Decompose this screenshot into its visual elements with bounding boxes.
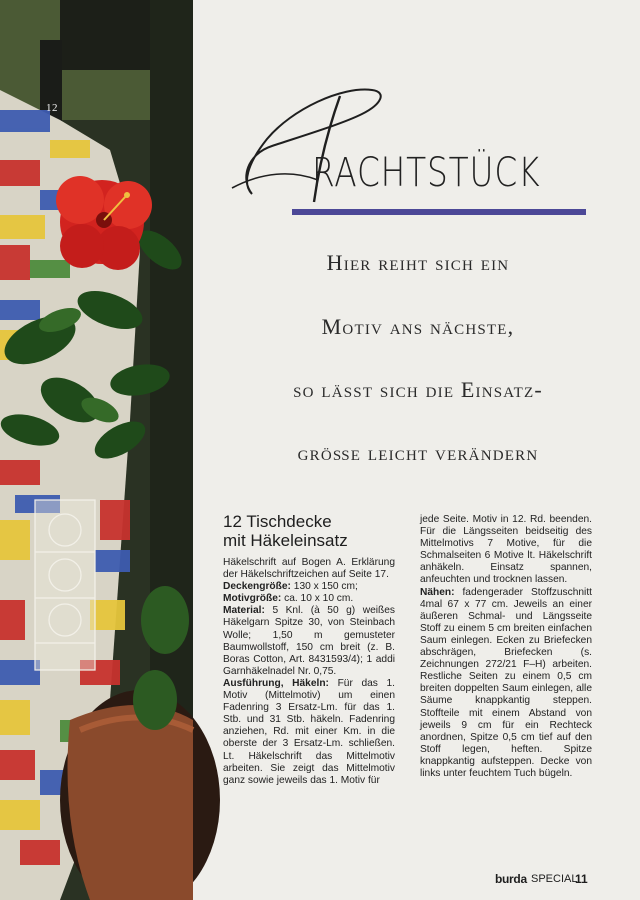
page-number: 12 [46, 102, 58, 114]
continued-text: jede Seite. Motiv in 12. Rd. beenden. Für die Längsseiten beidseitig des Mittelmotivs 7 Motive, für die Schmalseiten 6 Motive lt. Häkelschrift anhäkeln. Einsatz spannen, anfeuchten und trocknen lassen. [420, 514, 592, 586]
material-value: 5 Knl. (à 50 g) weißes Häkelgarn Spitze 30, von Steinbach Wolle; 1,50 m gemusteter Baumwollstoff, 150 cm breit (z. B. Boras Cotton, Art. 8431593/4); 1 addi Garnhäkelnadel Nr. 0,75. [223, 605, 395, 677]
material-label: Material: [223, 605, 265, 617]
title-underline [292, 209, 586, 215]
size-value: 130 x 150 cm; [293, 581, 358, 593]
article-column-left [223, 512, 395, 787]
subheading-line: größe leicht verändern [297, 440, 539, 465]
sewing-value: fadengerader Stoffzuschnitt 4mal 67 x 77 cm. Jeweils an einer äußeren Schmal- und Längsseite Stoff zu einem 5 cm breiten einfachen Saum einlegen. Ecken zu Briefecken abschrägen, Briefecken (s. Zeichnungen 272/21 F–H) arbeiten. Restliche Seiten zu einem 0,5 cm breiten doppelten Saum einlegen, alle Säume knappkantig steppen. Stoffteile mit einem Abstand von jeweils 9 cm für ein Rechteck anordnen, Spitze 0,5 cm tief auf den Stoff legen, heften. Spitze knappkantig aufsteppen. Decke von links unter feuchtem Tuch bügeln. [420, 586, 592, 779]
page-footer [0, 872, 640, 890]
title-text: RACHTSTÜCK [312, 150, 541, 196]
article-heading [223, 512, 395, 550]
page-title [222, 71, 622, 224]
article-body [223, 557, 395, 787]
flower-tablecloth-photo-icon [0, 0, 193, 900]
footer-page-number: 11 [575, 872, 588, 886]
footer-brand: burda [495, 872, 527, 886]
article-body-continued [420, 514, 592, 780]
article-heading-line: mit Häkeleinsatz [223, 531, 348, 550]
motif-value: ca. 10 x 10 cm. [284, 593, 354, 605]
material-paragraph [223, 605, 395, 678]
execution-value: Für das 1. Motiv (Mittelmotiv) um einen Fadenring 3 Ersatz-Lm. für das 1. Stb. und 31 Stb. häkeln. Fadenring anziehen, Rd. mit einer Km. in die oberste der 3 Ersatz-Lm. schließen. Lt. Häkelschrift das Mittelmotiv arbeiten. Sie zeigt das Mittelmotiv ganz sowie jeweils das 1. Motiv für [223, 677, 395, 786]
sewing-label: Nähen: [420, 586, 455, 598]
size-label: Deckengröße: [223, 581, 291, 593]
execution-paragraph [223, 678, 395, 787]
article-heading-line: 12 Tischdecke [223, 512, 332, 531]
article-photo [0, 0, 193, 900]
execution-label: Ausführung, Häkeln: [223, 677, 329, 689]
footer-label: SPECIAL [531, 873, 578, 885]
intro-text: Häkelschrift auf Bogen A. Erklärung der Häkelschriftzeichen auf Seite 17. [223, 557, 395, 581]
subheading-line: Motiv ans nächste, [321, 314, 515, 339]
motif-paragraph [223, 593, 395, 605]
size-paragraph [223, 581, 395, 593]
article-column-right [420, 514, 592, 780]
motif-label: Motivgröße: [223, 593, 282, 605]
subheading-line: Hier reiht sich ein [326, 250, 510, 275]
sewing-paragraph [420, 587, 592, 781]
svg-text:P: P [222, 71, 233, 88]
subheading-line: so lässt sich die Einsatz- [293, 377, 543, 402]
